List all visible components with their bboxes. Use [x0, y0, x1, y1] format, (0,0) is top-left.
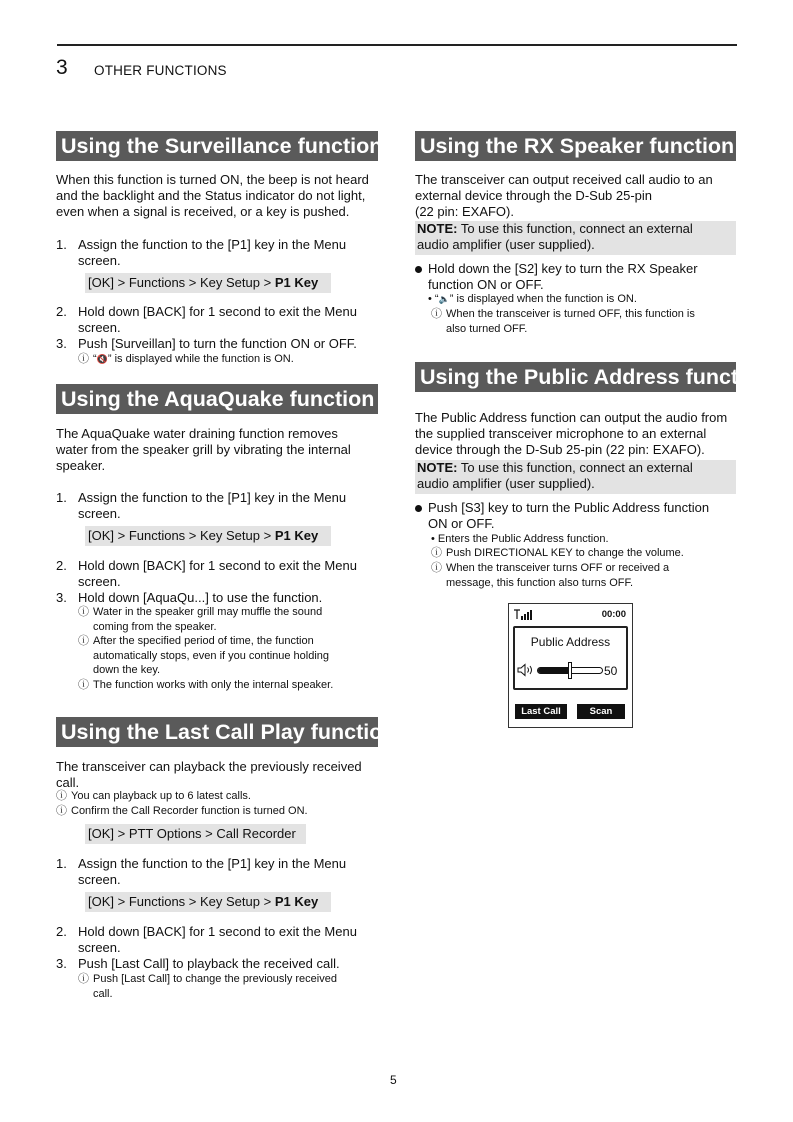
- header-rule: [57, 44, 737, 46]
- publicaddress-dot-note: • Enters the Public Address function.: [431, 533, 609, 545]
- chapter-title: OTHER FUNCTIONS: [94, 63, 227, 78]
- signal-strength-icon: [513, 609, 533, 621]
- lcd-panel-title: Public Address: [530, 635, 611, 649]
- info-icon: ⓘ: [56, 790, 67, 802]
- chapter-number: 3: [56, 56, 68, 79]
- volume-icon: [516, 663, 536, 677]
- section-heading-publicaddress: Using the Public Address function: [415, 362, 736, 392]
- page-number: 5: [390, 1073, 397, 1087]
- rxspeaker-dot-note: • “🔈” is displayed when the function is ON.: [428, 293, 637, 305]
- softkey-scan: Scan: [577, 704, 625, 719]
- volume-slider-knob: [568, 662, 572, 679]
- info-icon: ⓘ: [431, 308, 442, 320]
- info-icon: ⓘ: [431, 562, 442, 574]
- section-heading-aquaquake: Using the AquaQuake function: [56, 384, 378, 414]
- info-icon: ⓘ: [431, 547, 442, 559]
- info-icon: ⓘ: [78, 353, 89, 365]
- lcd-clock: 00:00: [601, 609, 626, 620]
- volume-slider-fill: [538, 668, 570, 673]
- rxspeaker-note: NOTE: To use this function, connect an external audio amplifier (user supplied).: [415, 221, 736, 255]
- info-icon: ⓘ: [78, 606, 89, 618]
- lcd-public-address-panel: [513, 626, 628, 690]
- rxspeaker-intro: The transceiver can output received call audio to an external device through the D-Sub 25-pin (22 pin: EXAFO).: [415, 172, 713, 219]
- softkey-last-call: Last Call: [515, 704, 567, 719]
- section-heading-lastcall: Using the Last Call Play function: [56, 717, 378, 747]
- info-icon: ⓘ: [78, 973, 89, 985]
- section-heading-surveillance: Using the Surveillance function: [56, 131, 378, 161]
- speaker-off-icon: 🔈: [438, 294, 450, 304]
- bullet-icon: [415, 266, 422, 273]
- lastcall-intro: The transceiver can playback the previously received call.: [56, 759, 362, 790]
- volume-value: 50: [604, 664, 618, 678]
- publicaddress-intro: The Public Address function can output the audio from the supplied transceiver microphone to an external device through the D-Sub 25-pin (22 pin: EXAFO).: [415, 410, 728, 457]
- lastcall-menu-path: [OK] > Functions > Key Setup > P1 Key: [85, 892, 331, 912]
- lcd-screen: [508, 603, 633, 728]
- info-icon: ⓘ: [78, 679, 89, 691]
- section-heading-rxspeaker: Using the RX Speaker function: [415, 131, 736, 161]
- lastcall-recorder-path: [OK] > PTT Options > Call Recorder: [85, 824, 306, 844]
- publicaddress-note: NOTE: To use this function, connect an external audio amplifier (user supplied).: [415, 460, 736, 494]
- bullet-icon: [415, 505, 422, 512]
- surveillance-intro: When this function is turned ON, the beep is not heard and the backlight and the Status indicator do not light, even when a signal is received, or a key is pushed.: [56, 172, 369, 219]
- aquaquake-menu-path: [OK] > Functions > Key Setup > P1 Key: [85, 526, 331, 546]
- info-icon: ⓘ: [56, 805, 67, 817]
- surveillance-menu-path: [OK] > Functions > Key Setup > P1 Key: [85, 273, 331, 293]
- info-icon: ⓘ: [78, 635, 89, 647]
- mute-icon: 🔇: [96, 354, 108, 364]
- aquaquake-intro: The AquaQuake water draining function removes water from the speaker grill by vibrating the internal speaker.: [56, 426, 351, 473]
